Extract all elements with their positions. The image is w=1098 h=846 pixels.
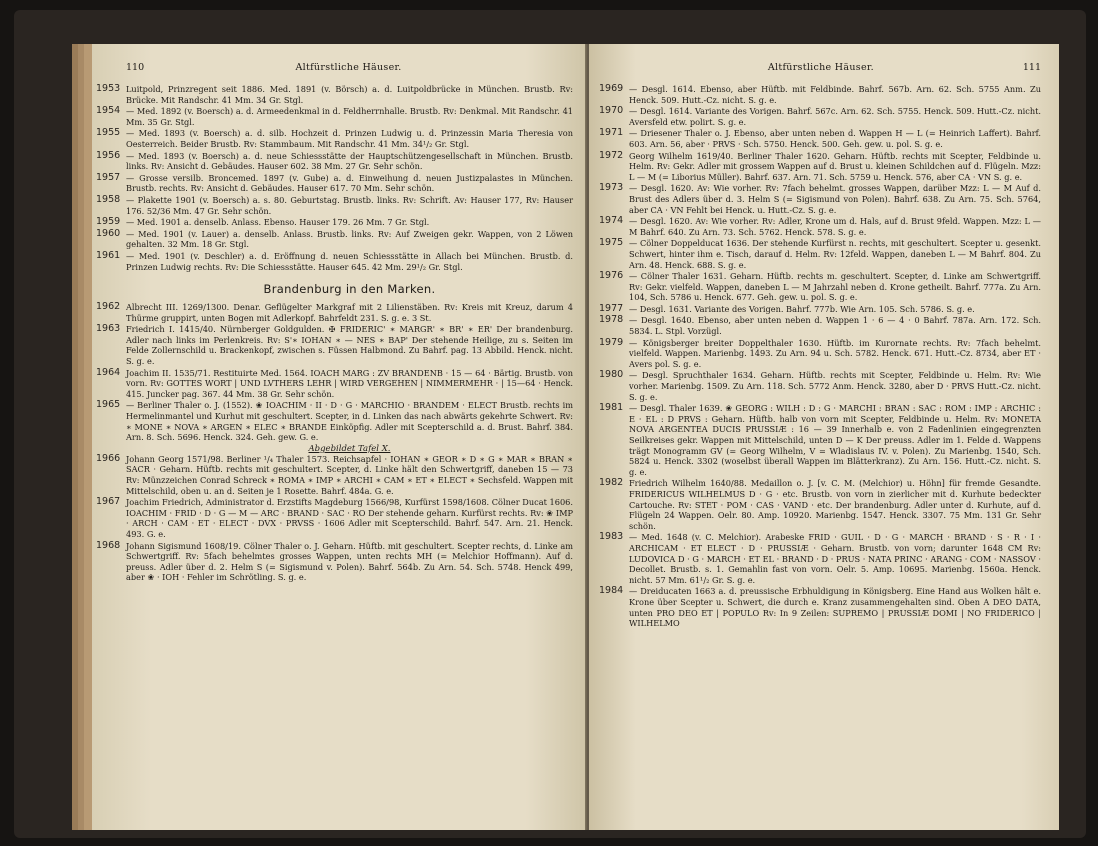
entry-list	[96, 83, 573, 272]
entry-text: — Desgl. Thaler 1639. ❀ GEORG : WILH : D : G · MARCHI : BRAN : SAC : ROM : IMP : ARCHIC : E · EL : D PRVS : Geharn. Hüftb. halb von vorn mit Scepter, Feldbinde u. Helm. Rv: MONETA NOVA ARGENTEA DUCIS PRUSSIÆ : 16 — 39 Innerhalb e. von 2 Fadenlinien eingegrenzten Seilkreises gekr. Wappen mit Mittelschild, unten D — K Der preuss. Adler im 1. Felde d. Wappens trägt Monogramm GV (= Georg Wilhelm, V = Wladislaus IV. v. Polen). Zu Marienbg. 1540, Sch. 5824 u. Henck. 3302 (woselbst überall Wappen im Blätterkranz). Zu Arn. 156. Hutt.-Cz. nicht. S. g. e.	[629, 403, 1041, 477]
entry-number: 1973	[599, 182, 624, 194]
entry-text: — Desgl. 1631. Variante des Vorigen. Bahrf. 777b. Wie Arn. 105. Sch. 5786. S. g. e.	[629, 303, 975, 314]
entry-text: — Med. 1901 (v. Lauer) a. denselb. Anlass. Brustb. links. Rv: Auf Zweigen gekr. Wappen, von 2 Löwen gehalten. 32 Mm. 18 Gr. Stgl.	[126, 228, 573, 250]
page-number: 111	[1022, 62, 1041, 73]
entry-text: — Med. 1648 (v. C. Melchior). Arabeske FRID · GUIL · D · G · MARCH · BRAND · S · R · I · ARCHICAM · ET ELECT · D · PRUSSIÆ · Geharn. Brustb. von vorn; darunter 1648 CM Rv: LUDOVICA D · G · MARCH · ET EL · BRAND · D · PRUS · NATA PRINC · ARANG · COM · NASSOV · Decollet. Brustb. s. 1. Gemahlin fast von vorn. Oelr. 5. Amp. 10695. Marienbg. 1560a. Henck. nicht. 57 Mm. 61¹/₂ Gr. S. g. e.	[629, 532, 1041, 585]
entry-text: — Med. 1893 (v. Boersch) a. d. neue Schiessstätte der Hauptschützengesellschaft in München. Brustb. links. Rv: Ansicht d. Gebäudes. Hauser 602. 38 Mm. 27 Gr. Sehr schön.	[126, 150, 573, 172]
catalog-entry	[96, 452, 573, 496]
entry-text: — Desgl. 1620. Av: Wie vorher. Rv: 7fach behelmt. grosses Wappen, darüber Mzz: L — M Auf d. Brust des Adlers über d. 3. Helm S (= Sigismund von Polen). Bahrf. 638. Zu Arn. 75. Sch. 5764, aber CA · VN Fehlt bei Henck. u. Hutt.-Cz. S. g. e.	[629, 183, 1041, 215]
catalog-entry	[96, 496, 573, 539]
catalog-entry	[599, 403, 1041, 477]
catalog-entry	[96, 171, 573, 194]
entry-text: Johann Sigismund 1608/19. Cölner Thaler o. J. Geharn. Hüftb. mit geschultert. Scepter rechts, d. Linke am Schwertgriff. Rv: 5fach behelmtes grosses Wappen, unten rechts MH (= Melchior Hoffmann). Auf d. preuss. Adler über d. 2. Helm S (= Sigismund v. Polen). Bahrf. 564b. Zu Arn. 54. Sch. 5748. Henck 499, aber ❀ · IOH · Fehler im Schrötling. S. g. e.	[126, 540, 573, 583]
catalog-entry	[599, 370, 1041, 402]
entry-text: — Grosse versilb. Broncemed. 1897 (v. Gube) a. d. Einweihung d. neuen Justizpalastes in München. Brustb. rechts. Rv: Ansicht d. Gebäudes. Hauser 617. 70 Mm. Sehr schön.	[126, 172, 573, 194]
catalog-entry	[96, 399, 573, 443]
entry-text: — Desgl. 1620. Av: Wie vorher. Rv: Adler, Krone um d. Hals, auf d. Brust 9feld. Wappen. Mzz: L — M Bahrf. 640. Zu Arn. 73. Sch. 5762. Henck. 578. S. g. e.	[629, 216, 1041, 237]
entry-number: 1955	[96, 127, 121, 139]
entry-number: 1982	[599, 477, 624, 489]
entry-number: 1962	[96, 301, 121, 313]
entry-number: 1959	[96, 216, 121, 228]
catalog-entry	[96, 539, 573, 583]
entry-text: — Med. 1901 (v. Deschler) a. d. Eröffnung d. neuen Schiessstätte in Allach bei München. Brustb. d. Prinzen Ludwig rechts. Rv: Die Schiessstätte. Hauser 645. 42 Mm. 29¹/₂ Gr. Stgl.	[126, 250, 573, 272]
entry-text: — Med. 1892 (v. Boersch) a. d. Armeedenkmal in d. Feldherrnhalle. Brustb. Rv: Denkmal. Mit Randschr. 41 Mm. 35 Gr. Stgl.	[126, 106, 573, 127]
entry-text: Albrecht III. 1269/1300. Denar. Geflügelter Markgraf mit 2 Lilienstäben. Rv: Kreis mit Kreuz, darum 4 Thürme gruppirt, unten Bogen mit Adlerkopf. Bahrfeldt 231. S. g. e. 3 St.	[126, 302, 573, 323]
entry-list	[599, 84, 1041, 629]
entry-number: 1974	[599, 215, 624, 227]
catalog-entry	[599, 106, 1041, 127]
catalog-entry	[599, 183, 1041, 215]
catalog-entry	[96, 323, 573, 367]
catalog-entry	[96, 366, 573, 400]
catalog-entry	[599, 271, 1041, 303]
catalog-entry	[96, 105, 573, 127]
entry-text: Joachim II. 1535/71. Restituirte Med. 1564. IOACH MARG : ZV BRANDENB · 15 — 64 · Bärtig. Brustb. von vorn. Rv: GOTTES WORT | UND LVTHERS LEHR | WIRD VERGEHEN | NIMMERMEHR · | 15—64 · Henck. 415. Juncker pag. 367. 44 Mm. 38 Gr. Sehr schön.	[126, 367, 573, 399]
entry-text: — Berliner Thaler o. J. (1552). ❀ IOACHIM · II · D · G · MARCHIO · BRANDEM · ELECT Brustb. rechts im Hermelinmantel und Kurhut mit geschultert. Scepter, in d. Linken das nach abwärts gekehrte Schwert. Rv: ∗ MONE ∗ NOVA ∗ ARGEN ∗ ELEC ∗ BRANDE Einköpfig. Adler mit Scepterschild a. d. Brust. Bahrf. 384. Arn. 8. Sch. 5696. Henck. 324. Geh. gew. G. e.	[126, 400, 573, 443]
catalog-entry	[96, 216, 573, 228]
page-number: 110	[126, 62, 145, 73]
catalog-entry	[599, 216, 1041, 237]
entry-number: 1954	[96, 105, 121, 117]
entry-number: 1965	[96, 399, 121, 411]
entry-number: 1979	[599, 336, 624, 348]
right-page	[589, 44, 1059, 830]
entry-number: 1956	[96, 149, 121, 161]
entry-number: 1957	[96, 171, 121, 183]
entry-text: Luitpold, Prinzregent seit 1886. Med. 1891 (v. Börsch) a. d. Luitpoldbrücke in München. Brustb. Rv: Brücke. Mit Randschr. 41 Mm. 34 Gr. Stgl.	[126, 84, 573, 105]
entry-number: 1966	[96, 452, 121, 464]
catalog-entry	[96, 249, 573, 272]
catalog-entry	[599, 478, 1041, 531]
running-head: Altfürstliche Häuser.	[767, 62, 874, 73]
entry-number: 1984	[599, 585, 624, 597]
catalog-entry	[599, 151, 1041, 183]
entry-number: 1975	[599, 237, 624, 249]
catalog-entry	[599, 315, 1041, 336]
entry-text: — Cölner Thaler 1631. Geharn. Hüftb. rechts m. geschultert. Scepter, d. Linke am Schwertgriff. Rv: Gekr. vielfeld. Wappen, daneben L — M Jahrzahl neben d. Krone getheilt. Bahrf. 777a. Zu Arn. 104, Sch. 5786 u. Henck. 677. Geh. gew. u. pol. S. g. e.	[629, 271, 1041, 303]
catalog-entry	[599, 238, 1041, 270]
entry-text: — Desgl. Spruchthaler 1634. Geharn. Hüftb. rechts mit Scepter, Feldbinde u. Helm. Rv: Wie vorher. Marienbg. 1509. Zu Arn. 118. Sch. 5772 Anm. Henck. 3280, aber D · PRVS Hutt.-Cz. nicht. S. g. e.	[629, 370, 1041, 402]
entry-number: 1964	[96, 366, 121, 378]
entry-text: — Desgl. 1614. Ebenso, aber Hüftb. mit Feldbinde. Bahrf. 567b. Arn. 62. Sch. 5755 Anm. Zu Henck. 509. Hutt.-Cz. nicht. S. g. e.	[629, 84, 1041, 105]
entry-text: — Driesener Thaler o. J. Ebenso, aber unten neben d. Wappen H — L (= Heinrich Laffert). Bahrf. 603. Arn. 56, aber · PRVS · Sch. 5750. Henck. 500. Geh. gew. u. pol. S. g. e.	[629, 128, 1041, 149]
catalog-entry	[96, 227, 573, 250]
right-page-header	[599, 62, 1041, 74]
plate-reference: Abgebildet Tafel X.	[308, 443, 391, 454]
catalog-entry	[599, 586, 1041, 628]
entry-number: 1976	[599, 270, 624, 282]
catalog-entry	[96, 127, 573, 149]
entry-text: — Königsberger breiter Doppelthaler 1630. Hüftb. im Kurornate rechts. Rv: 7fach behelmt. vielfeld. Wappen. Marienbg. 1493. Zu Arn. 94 u. Sch. 5782. Henck. 671. Hutt.-Cz. 8734, aber ET · Avers pol. S. g. e.	[629, 337, 1041, 369]
entry-text: Joachim Friedrich, Administrator d. Erzstifts Magdeburg 1566/98, Kurfürst 1598/1608. Cölner Ducat 1606. IOACHIM · FRID · D · G — M — ARC · BRAND · SAC · RO Der stehende geharn. Kurfürst rechts. Rv: ❀ IMP · ARCH · CAM · ET · ELECT · DVX · PRVSS · 1606 Adler mit Scepterschild. Bahrf. 547. Arn. 21. Henck. 493. G. e.	[126, 497, 573, 539]
catalog-entry	[96, 149, 573, 172]
entry-text: Friedrich I. 1415/40. Nürnberger Goldgulden. ✠ FRIDERIC' ∗ MARGR' ∗ BR' ∗ ER' Der brandenburg. Adler nach links im Perlenkreis. Rv: S'∗ IOHAN ∗ — NES ∗ BAP' Der stehende Heilige, zu s. Seiten im Felde Zollernschild u. Brackenkopf, zwischen s. Füssen Halbmond. Zu Bahrf. pag. 13 Abbild. Henck. nicht. S. g. e.	[126, 324, 573, 367]
entry-list	[96, 301, 573, 443]
catalog-entry	[599, 532, 1041, 585]
entry-number: 1977	[599, 302, 624, 314]
entry-number: 1960	[96, 227, 121, 239]
entry-list	[96, 452, 573, 583]
running-head: Altfürstliche Häuser.	[295, 62, 402, 73]
entry-number: 1958	[96, 193, 121, 205]
entry-number: 1972	[599, 149, 624, 161]
section-title: Brandenburg in den Marken.	[263, 282, 436, 297]
left-page-header	[126, 62, 573, 74]
entry-number: 1978	[599, 314, 624, 326]
entry-text: — Desgl. 1614. Variante des Vorigen. Bahrf. 567c. Arn. 62. Sch. 5755. Henck. 509. Hutt.-Cz. nicht. Aversfeld etw. polirt. S. g. e.	[629, 106, 1041, 127]
entry-number: 1961	[96, 249, 121, 261]
entry-text: — Desgl. 1640. Ebenso, aber unten neben d. Wappen 1 · 6 — 4 · 0 Bahrf. 787a. Arn. 172. Sch. 5834. L. Stpl. Vorzügl.	[629, 315, 1041, 337]
catalog-entry	[599, 304, 1041, 315]
entry-number: 1968	[96, 539, 121, 551]
entry-text: — Med. 1901 a. denselb. Anlass. Ebenso. Hauser 179. 26 Mm. 7 Gr. Stgl.	[126, 217, 430, 228]
catalog-entry	[96, 193, 573, 216]
entry-number: 1963	[96, 323, 121, 335]
entry-number: 1967	[96, 496, 121, 508]
catalog-entry	[96, 301, 573, 323]
entry-number: 1981	[599, 402, 624, 414]
catalog-entry	[599, 84, 1041, 105]
entry-text: Friedrich Wilhelm 1640/88. Medaillon o. J. [v. C. M. (Melchior) u. Höhn] für fremde Gesandte. FRIDERICUS WILHELMUS D · G · etc. Brustb. von vorn in zierlicher mit d. Kurhute bedeckter Cartouche. Rv: STET · POM · CAS · VAND · etc. Der brandenburg. Adler unter d. Kurhute, auf d. Flügeln 24 Wappen. Oelr. 80. Amp. 10920. Marienbg. 1547. Henck. 3307. 75 Mm. 131 Gr. Sehr schön.	[629, 478, 1041, 531]
entry-text: Johann Georg 1571/98. Berliner ¹/₄ Thaler 1573. Reichsapfel · IOHAN ∗ GEOR ∗ D ∗ G ∗ MAR ∗ BRAN ∗ SACR · Geharn. Hüftb. rechts mit geschultert. Scepter, d. Linke hält den Schwertgriff, daneben 15 — 73 Rv: Münzzeichen Conrad Schreck ∗ ROMA ∗ IMP ∗ ARCHI ∗ CAM ∗ ET ∗ ELECT ∗ Sechsfeld. Wappen mit Mittelschild, oben u. an d. Seiten je 1 Rosette. Bahrf. 484a. G. e.	[126, 453, 573, 496]
catalog-entry	[599, 128, 1041, 149]
entry-number: 1983	[599, 531, 624, 543]
catalog-entry	[96, 83, 573, 105]
catalog-entry	[599, 338, 1041, 370]
left-page	[92, 44, 585, 830]
entry-number: 1980	[599, 369, 624, 381]
entry-text: — Med. 1893 (v. Boersch) a. d. silb. Hochzeit d. Prinzen Ludwig u. d. Prinzessin Maria Theresia von Oesterreich. Beider Brustb. Rv: Stammbaum. Mit Randschr. 41 Mm. 34¹/₂ Gr. Stgl.	[126, 128, 573, 149]
entry-text: — Cölner Doppelducat 1636. Der stehende Kurfürst n. rechts, mit geschultert. Scepter u. gesenkt. Schwert, hinter ihm e. Tisch, darauf d. Helm. Rv: 12feld. Wappen, daneben L — M Bahrf. 804. Zu Arn. 48. Henck. 688. S. g. e.	[629, 238, 1041, 270]
entry-number: 1953	[96, 83, 121, 94]
entry-number: 1970	[599, 105, 624, 117]
entry-text: Georg Wilhelm 1619/40. Berliner Thaler 1620. Geharn. Hüftb. rechts mit Scepter, Feldbinde u. Helm. Rv: Gekr. Adler mit grossem Wappen auf d. Brust u. kleinen Schildchen auf d. Flügeln. Mzz: L — M (= Liborius Müller). Bahrf. 637. Arn. 71. Sch. 5759 u. Henck. 576, aber CA · VN S. g. e.	[629, 150, 1041, 182]
entry-number: 1969	[599, 83, 624, 94]
entry-text: — Dreiducaten 1663 a. d. preussische Erbhuldigung in Königsberg. Eine Hand aus Wolken hält e. Krone über Scepter u. Schwert, die durch e. Kranz zusammengehalten sind. Oben A DEO DATA, unten PRO DEO ET | POPULO Rv: In 9 Zeilen: SUPREMO | PRUSSIÆ DOMI | NO FRIDERICO | WILHELMO	[629, 586, 1041, 629]
entry-text: — Plakette 1901 (v. Boersch) a. s. 80. Geburtstag. Brustb. links. Rv: Schrift. Av: Hauser 177, Rv: Hauser 176. 52/36 Mm. 47 Gr. Sehr schön.	[126, 194, 573, 216]
entry-number: 1971	[599, 127, 624, 139]
